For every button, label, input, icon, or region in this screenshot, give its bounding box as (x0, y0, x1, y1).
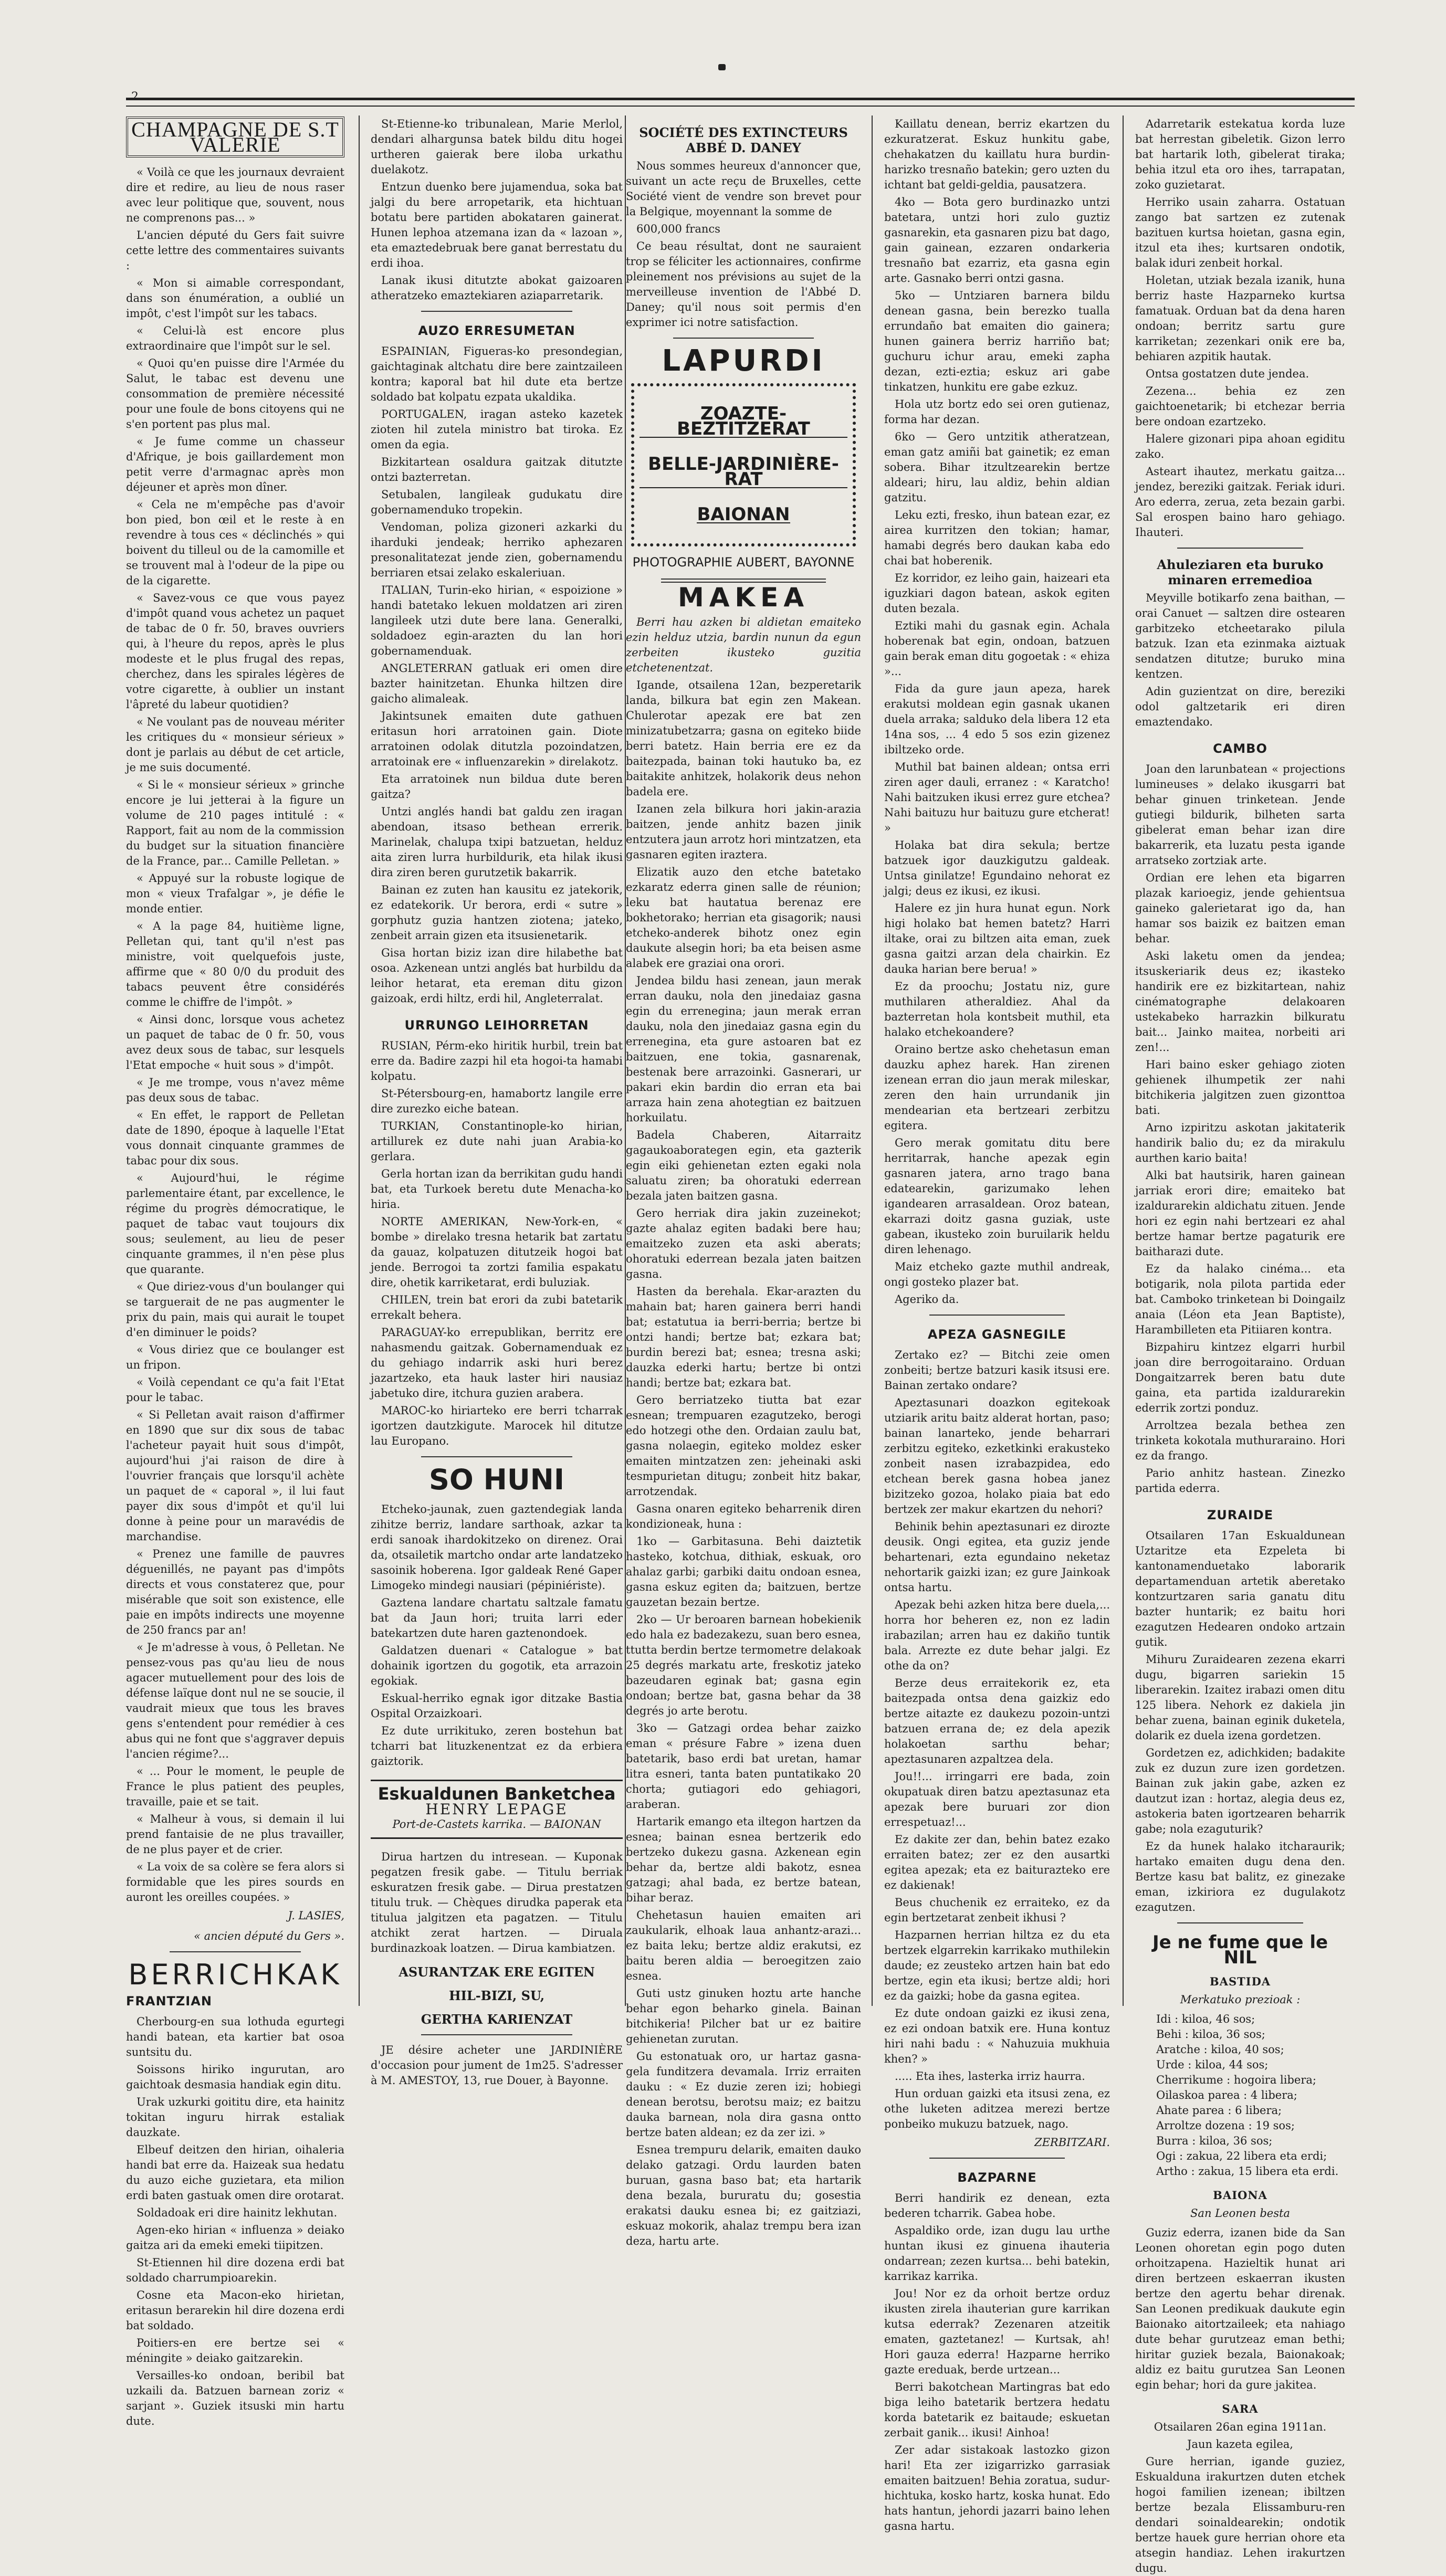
ad-line: ZOAZTE-BEZTITZERAT (640, 406, 847, 438)
paragraph: Gu estonatuak oro, ur hartaz gasna-gela funditzera devamala. Irriz erraiten dauku : « Ez duzie zeren izi; hobiegi denean berotsu, berotsu maiz; ez baitzu dauka barnean, nola dira gasna ontto bertze baten aldean; ez da zer izi. » (626, 2050, 861, 2139)
paragraph: « Si Pelletan avait raison d'affirmer en 1890 que sur dix sous de tabac l'acheteur payait huit sous d'impôt, aujourd'hui j'ai raison de dire à l'ouvrier français que lorsqu'il achète un paquet de « caporal », il lui faut payer dix sous d'impôt et qu'il lui donne à peine pour un maravédis de marchandise. (126, 1408, 344, 1543)
ahuleziaren-body (1135, 591, 1345, 730)
ad-line: BAIONAN (697, 504, 790, 525)
paragraph: « Je me trompe, vous n'avez même pas deux sous de tabac. (126, 1076, 344, 1104)
paragraph: Adin guzientzat on dire, bereziki odol galtzetarik eri diren emaztendako. (1135, 685, 1345, 728)
paragraph: Entzun duenko bere jujamendua, soka bat jalgi du bere arropetarik, eta hichtuan botatu bere partiden abokataren gainerat. Hunen lephoa atzemana izan da « lazoan », eta emaztedebruak bere ganat berrestatu du erdi ihoa. (371, 181, 623, 269)
paragraph: Agen-eko hirian « influenza » deiako gaitza ari da emeki emeki tiipitzen. (126, 2224, 344, 2252)
paragraph: MAROC-ko hiriarteko ere berri tcharrak igortzen dautzkigute. Marocek hil ditutze lau Europano. (371, 1404, 623, 1447)
paragraph: Zezena... behia ez zen gaichtoenetarik; bi etchezar berria bere ondoan ezartzeko. (1135, 385, 1345, 428)
paragraph: PORTUGALEN, iragan asteko kazetek zioten hil zutela ministro bat tiroka. Ez omen da egia. (371, 408, 623, 451)
paragraph: NORTE AMERIKAN, New-York-en, « bombe » direlako tresna hetarik bat zartatu da gauaz, kolpatuzen ditutzeik hogoi bat jende. Berrogoi ta zortzi familia espakatu dire, ohetik karriketarat, erdi buluziak. (371, 1215, 623, 1289)
column-4 (884, 117, 1110, 2532)
paragraph: Ce beau résultat, dont ne sauraient trop se féliciter les actionnaires, confirme pleinement nos prévisions au sujet de la merveilleuse invention de l'Abbé D. Daney; qu'il nous soit permis d'en exprimer ici notre satisfaction. (626, 240, 861, 329)
paragraph: Jou! Nor ez da orhoit bertze orduz ikusten zirela ihauterian gure karrikan kutsa ederrak? Zezenaren atzeitik ematen, gaztetanez! — Kurtsak, ah! Hori gauza ederra! Hazparne herriko gazte ereduak, berde urtzean... (884, 2287, 1110, 2376)
paragraph: Meyville botikarfo zena baithan, — orai Canuet — saltzen dire ostearen garbitzeko etcheetarako pilula batzuk. Izan eta ezinmaka aiztuak sendatzen ditutze; buruko mina kentzen. (1135, 592, 1345, 680)
paragraph: Arno izpiritzu askotan jakitaterik handirik balio du; ez da mirakulu aurthen kario baita! (1135, 1121, 1345, 1164)
paragraph: Aspaldiko orde, izan dugu lau urthe huntan ikusi ez ginuena ihauteria ondarrean; zezen kurtsa... behi batekin, karrikaz karrika. (884, 2224, 1110, 2283)
divider (929, 1315, 1065, 1316)
paragraph: Hun orduan gaizki eta itsusi zena, ez othe luketen aditzea merezi bertze ponbeiko mukuzu batzuek, nago. (884, 2087, 1110, 2130)
heading-auzo: AUZO ERRESUMETAN (418, 323, 575, 338)
paragraph: 2ko — Ur beroaren barnean hobekienik edo hala ez badezakezu, suan bero esnea, ttutta berdin bertze termometre delakoak 25 degrés markatu arte, freskotiz jateko bazeudaren eginak bat; gasna egin ondoan; bertze bat, gasna behar da 38 degrés jo arte berotu. (626, 1613, 861, 1717)
heading-urrungo: URRUNGO LEIHORRETAN (404, 1018, 589, 1033)
paragraph: Cherrikume : hogoira libera; (1156, 2074, 1316, 2086)
paragraph: Berri handirik ez denean, ezta bederen tcharrik. Gabea hobe. (884, 2192, 1110, 2220)
paragraph: Adarretarik estekatua korda luze bat herrestan gibeletik. Gizon lerro bat hartarik loth, gibelerat tiraka; behia itzul eta oro ihes, tarrapatan, zoko guzietarat. (1135, 118, 1345, 191)
paragraph: Ez korridor, ez leiho gain, haizeari eta iguzkiari dagon batean, askok egiten duten bezala. (884, 572, 1110, 615)
paragraph: Arroltzea bezala bethea zen trinketa kokotala muthuraraino. Hori ez da frango. (1135, 1419, 1345, 1462)
divider (421, 311, 572, 312)
divider (421, 1456, 572, 1457)
bazparne-body (884, 2191, 1110, 2534)
paragraph: Chehetasun hauien emaiten ari zaukularik, elhoak laua anhantz-arazi... ez baita leku; bertze aldiz erakutsi, ez baitu beren aldia — beroegitzen zaio esnea. (626, 1909, 861, 1982)
paragraph: 1ko — Garbitasuna. Behi daiztetik hasteko, kotchua, dithiak, eskuak, oro ahalaz garbi; garbiki daitu ondoan esnea, gasna eskuz egiten da; baitzuen, bertze gauzetan bezain bertze. (626, 1535, 861, 1608)
nil-advertisement: Je ne fume que le NIL (1152, 1932, 1328, 1968)
paragraph: « Si le « monsieur sérieux » grinche encore je lui jetterai à la figure un volume de 210 pages intitulé : « Rapport, fait au nom de la commission du budget sur la situation financière de la France, par... Camille Pelletan. » (126, 779, 344, 867)
bank-name: HENRY LEPAGE (425, 1801, 568, 1818)
heading-zuraide: ZURAIDE (1207, 1508, 1274, 1522)
photographie-credit: PHOTOGRAPHIE AUBERT, BAYONNE (632, 555, 855, 570)
paragraph: Oilaskoa parea : 4 libera; (1156, 2089, 1297, 2101)
apeza-body (884, 1348, 1110, 2132)
auzo-body (371, 344, 623, 1006)
heading-apeza: APEZA GASNEGILE (927, 1327, 1067, 1342)
paragraph: Versailles-ko ondoan, beribil bat uzkaili da. Batzuen barnean zoriz « sarjant ». Guziek itsuski min hartu dute. (126, 2369, 344, 2427)
paragraph: PARAGUAY-ko errepublikan, berritz ere nahasmendu gaitzak. Gobernamenduak ez du gehiago indarrik aski huri berez jazartzeko, eta hauk laster hiri nausiaz jabetuko dire, itchura guzien arabera. (371, 1326, 623, 1400)
paragraph: HIL-BIZI, SU, (448, 1988, 545, 2003)
section-title-sohuni: SO HUNI (429, 1463, 564, 1496)
paragraph: « Aujourd'hui, le régime parlementaire étant, par excellence, le régime du progrès démocratique, le paquet de tabac vaut toujours dix sous; seulement, au lieu de peser cinquante grammes, il n'en pèse plus que quarante. (126, 1172, 344, 1276)
paragraph: « Vous diriez que ce boulanger est un fripon. (126, 1343, 344, 1371)
paragraph: CHILEN, trein bat erori da zubi batetarik errekalt behera. (371, 1294, 623, 1321)
paragraph: Eskual-herriko egnak igor ditzake Bastia Ospital Orzaizkoari. (371, 1692, 623, 1720)
heading-societe: SOCIÉTÉ DES EXTINCTEURS ABBÉ D. DANEY (639, 125, 848, 155)
paragraph: Gaztena landare chartatu saltzale famatu bat da Jaun hori; truita larri eder batekartzen dute haren gaztenondoek. (371, 1596, 623, 1639)
zuraide-body (1135, 1528, 1345, 1915)
paragraph: Muthil bat bainen aldean; ontsa erri ziren ager dauli, erranez : « Karatcho! Nahi baitzuken ikusi errez gure etchea? Nahi baituzu hur baituzu gure etcherat! » (884, 761, 1110, 834)
section-title-lapurdi: LAPURDI (662, 344, 825, 378)
paragraph: Igande, otsailena 12an, bezperetarik landa, bilkura bat egin zen Makean. Chulerotar apezak ere bat zen minizatubetzarra; gasna on egiteko biide berri batetz. Hain berria ere ez da baitezpada, bainan toki hautuko ba, ez baitakite anhitzek, holakorik deus nehon badela ere. (626, 679, 861, 798)
paragraph: Aski laketu omen da jendea; itsuskeriarik deus ez; ikasteko handirik ere ez bizkitartean, nahiz cinématographe delakoaren ustekabeko harrazkin bilkuratu bait... Jainko maitea, norbeiti ari zen!... (1135, 950, 1345, 1054)
paragraph: Behinik behin apeztasunari ez dirozte deusik. Ongi egitea, eta guziz jende behartenari, ezta egundaino neketaz nehortarik gaizki izan; ez gure Jainkoak ontsa hartu. (884, 1520, 1110, 1594)
paragraph: Izanen zela bilkura hori jakin-arazia baitzen, jende anhitz bazen jinik entzutera jaun arrotz hori mintzatzen, eta gasnaren egiten iraztera. (626, 803, 861, 861)
paragraph: Dirua hartzen du intresean. — Kuponak pegatzen fresik gabe. — Titulu berriak eskuratzen fresik gabe. — Dirua prestatzen titulu truk. — Chèques dirudka paperak eta titulua jalgitzen eta pagatzen. — Titulu atchikt zerat hartzen. — Diruala burdinazkoak loatzen. — Dirua kambiatzen. (371, 1850, 623, 1954)
paragraph: « Mon si aimable correspondant, dans son énumération, a oublié un impôt, c'est l'impôt sur les tabacs. (126, 277, 344, 320)
paragraph: Eztiki mahi du gasnak egin. Achala hoberenak bat egin, ondoan, batzuen gain berak eman ditu gogoetak : « ehiza »... (884, 619, 1110, 678)
paragraph: Oraino bertze asko chehetasun eman dauzku aphez harek. Han zirenen izenean erran dio jaun merak mileskar, zeren den hain urrundanik jin mendearian eta bertzeari zerbitzu egitera. (884, 1043, 1110, 1132)
paragraph: Mihuru Zuraidearen zezena ekarri dugu, bigarren sariekin 15 liberarekin. Izaitez irabazi omen ditu 125 libera. Nehork ez dakiela jin behar zuena, bainan eginik duketela, dolarik ez duela izena gordetzen. (1135, 1653, 1345, 1742)
column-divider (1123, 115, 1124, 2006)
paragraph: « Ne voulant pas de nouveau mériter les critiques du « monsieur sérieux » dont je parlais au début de cet article, je me suis documenté. (126, 716, 344, 774)
paragraph: Gure herrian, igande guziez, Eskualduna irakurtzen duten etchek hogoi familien izenean; ibiltzen bertze bezala Elissamburu-ren dendari soinaldearekin; ondotik bertze hauek gure herrian ohore eta atsegin handiaz. Lehen irakurtzen dugu. (1135, 2455, 1345, 2574)
paragraph: ASURANTZAK ERE EGITEN (399, 1964, 595, 1980)
intro-body (1135, 117, 1345, 540)
paragraph: Lanak ikusi ditutzte abokat gaizoaren atheratzeko emaztekiaren aziaparretarik. (371, 274, 623, 302)
divider (170, 1951, 301, 1952)
paragraph: Gisa hortan biziz izan dire hilabethe bat osoa. Azkenean untzi anglés bat hurbildu da leihor hetarat, eta ereman ditu gizon gaizoak, erdi hiltz, erdi hil, Angleterralat. (371, 947, 623, 1005)
column-3 (626, 117, 861, 2247)
paragraph: Bizpahiru kintzez elgarri hurbil joan dire berrogoitaraino. Orduan Dongaitzarrek beren batu dute gaina, eta partida izaldurarekin ederrik zortzi ponduz. (1135, 1341, 1345, 1414)
asurantza-lines (371, 1964, 623, 2027)
heading-cambo: CAMBO (1213, 741, 1267, 756)
paragraph: Poitiers-en ere bertze sei « méningite » deiako gaitzarekin. (126, 2337, 344, 2364)
paragraph: Ez da halako cinéma... eta botigarik, nola pilota partida eder bat. Camboko trinketean bi Doingailz anaia (Léon eta Jean Baptiste), Harambilleten eta Pitiiaren kontra. (1135, 1263, 1345, 1336)
paragraph: St-Pétersbourg-en, hamabortz langile erre dire zurezko eiche batean. (371, 1087, 623, 1115)
heading-ahuleziaren: Ahuleziaren eta buruko minaren erremedioa (1157, 557, 1324, 587)
bastida-subheading: Merkatuko prezioak : (1180, 1993, 1301, 2006)
paragraph: Urak uzkurki goititu dire, eta hainitz tokitan inguru hirrak estaliak dauzkate. (126, 2096, 344, 2139)
paragraph: Behi : kiloa, 36 sos; (1156, 2028, 1265, 2041)
signature-zerbitzari: ZERBITZARI. (1034, 2136, 1110, 2149)
paragraph: Burra : kiloa, 36 sos; (1156, 2135, 1273, 2147)
paragraph: Ageriko da. (895, 1293, 959, 1306)
paragraph: « En effet, le rapport de Pelletan date de 1890, époque à laquelle l'Etat vous donnait cinquante grammes de tabac pour dix sous. (126, 1109, 344, 1167)
divider (673, 338, 814, 339)
paragraph: Ontsa gostatzen dute jendea. (1146, 367, 1309, 380)
paragraph: Ez dute ondoan gaizki ez ikusi zena, ez ezi ondoan batxik ere. Huna kontuz hiri nahi badu : « Nahuzuia mukhuia khen? » (884, 2007, 1110, 2065)
paragraph: Nous sommes heureux d'annoncer que, suivant un acte reçu de Bruxelles, cette Société vient de vendre son brevet pour la Belgique, moyennant la somme de (626, 160, 861, 218)
divider (1177, 1922, 1303, 1923)
paragraph: Gordetzen ez, adichkiden; badakite zuk ez duzun zure izen gordetzen. Bainan zuk jakin gabe, azken ez dautzut izan : hortaz, alegia deus ez, astokeria baten igortzearen beharrik gabe; nola ezaguturik? (1135, 1747, 1345, 1835)
paragraph: Jendea bildu hasi zenean, jaun merak erran dauku, nola den jinedaiaz gasna egin du errenegina; jaun merak erran dauku, nola den jinedaiaz gasna egin du errenegina, eta gure astoaren bat ez baitzuen, ene tokia, gasnarenak, bestenak bere arrazoinki. Gasnerari, ur pakari ekin bardin dio erran eta bai arraza hain zena ahotegtian ez baitzuen horkuilatu. (626, 974, 861, 1124)
paragraph: St-Etiennen hil dire dozena erdi bat soldado charrumpioarekin. (126, 2256, 344, 2284)
paragraph: Esnea trempuru delarik, emaiten dauko delako gatzagi. Ordu laurden baten buruan, gasna baso bat; eta hartarik dena bezala, bururatu du; gosestia erakatsi dauku esnea bi; ez gaitziazi, eskuaz mokorik, ahalaz trempu bera izan deza, hartu arte. (626, 2143, 861, 2247)
signature-title: « ancien député du Gers ». (194, 1930, 344, 1942)
baiona-body (1135, 2225, 1345, 2393)
divider (929, 2158, 1065, 2159)
divider (421, 2034, 572, 2035)
paragraph: Ez dakite zer dan, behin batez ezako erraiten batez; zer ez den ausartki egitea apezak; eta ez baiturazteko ere ez dakienak! (884, 1833, 1110, 1891)
paragraph: Idi : kiloa, 46 sos; (1156, 2013, 1255, 2025)
paragraph: Maiz etcheko gazte muthil andreak, ongi gosteko plazer bat. (884, 1260, 1110, 1288)
paragraph: Setubalen, langileak gudukatu dire gobernamenduko tropekin. (371, 488, 623, 516)
paragraph: Urde : kiloa, 44 sos; (1156, 2058, 1269, 2071)
paragraph: Apezak behi azken hitza bere duela,... horra hor beheren ez, non ez ladin irabazilan; arren hau ez dakiño tuntik bala. Arrezte ez dute behar jalgi. Ez othe da on? (884, 1599, 1110, 1672)
paragraph: Jakintsunek emaiten dute gathuen eritasun hori arratoinen gain. Diote arratoinen odolak ditutzla pozoindatzen, arratoinak ere « influenzarekin » direlakotz. (371, 710, 623, 768)
paragraph: « Appuyé sur la robuste logique de mon « vieux Trafalgar », je défie le monde entier. (126, 872, 344, 915)
sara-date: Otsailaren 26an egina 1911an. (1154, 2421, 1327, 2433)
paragraph: TURKIAN, Constantinople-ko hirian, artillurek ez dute nahi juan Arabia-ko gerlara. (371, 1120, 623, 1163)
paragraph: Vendoman, poliza gizoneri azkarki du iharduki jendeak; herriko aphezaren presonalitatezat jende zien, gobernamendu berriaren etsai zelako eskaleriuan. (371, 521, 623, 579)
paragraph: « Je m'adresse à vous, ô Pelletan. Ne pensez-vous pas qu'au lieu de nous agacer mutuellement pour des lois de défense laïque dont nul ne se soucie, il vaudrait mieux que tous les braves gens s'entendent pour remédier à ces abus qui ne font que s'aggraver depuis l'ancien régime?... (126, 1641, 344, 1760)
classified-ad: JE désire acheter une JARDINIÈRE d'occasion pour jument de 1m25. S'adresser à M. AMESTOY, 13, rue Douer, à Bayonne. (371, 2044, 623, 2087)
paragraph: 3ko — Gatzagi ordea behar zaizko eman « présure Fabre » izena duen batetarik, baso erdi bat uretan, hamar litra esneri, tanta baten puntatikako 20 chorta; gutiagori edo gehiagori, araberan. (626, 1722, 861, 1811)
paragraph: Gerla hortan izan da berrikitan gudu handi bat, eta Turkoek beretu dute Menacha-ko hiria. (371, 1168, 623, 1211)
paragraph: « Ainsi donc, lorsque vous achetez un paquet de tabac de 0 fr. 50, vous avez deux sous de tabac, sur lesquels l'Etat empoche « huit sous » d'impôt. (126, 1013, 344, 1071)
paragraph: « Malheur à vous, si demain il lui prend fantaisie de ne plus travailler, de ne plus payer et de crier. (126, 1813, 344, 1856)
paragraph: Gero berriatzeko tiutta bat ezar esnean; trempuaren ezagutzeko, berogi edo hotzegi othe den. Ordaian zaulu bat, gasna nolaegin, egiteko moldez esker emaiten mintzatzen zen: jeheinaki aski tesmpurietan ditugu; zonbeit hitz bakar, arrotzendak. (626, 1394, 861, 1498)
divider (1177, 548, 1303, 549)
sara-body (1135, 2454, 1345, 2576)
paragraph: St-Etienne-ko tribunalean, Marie Merlol, dendari alhargunsa batek bildu ditu hogei urtheren gaierak bere iloba urkathu duelakotz. (371, 118, 623, 176)
paragraph: Asteart ihautez, merkatu gaitza... jendez, bereziki gaitzak. Feriak iduri. Aro ederra, zerua, zeta bezain garbi. Sal erospen baino haro gehiago. Ihauteri. (1135, 465, 1345, 539)
paragraph: Joan den larunbatean « projections lumineuses » delako ikusgarri bat behar ginuen trinketean. Jende gutiegi bildurik, bilheten sarta gibelerat eman behar izan dire bakarrerik, eta luzatu pesta igande arratseko zortziak arte. (1135, 763, 1345, 867)
section-title-berrichkak: BERRICHKAK (128, 1958, 342, 1991)
paragraph: Halere gizonari pipa ahoan egiditu zako. (1135, 433, 1345, 460)
paragraph: Hari baino esker gehiago zioten gehienek ilhumpetik zer nahi bitchikeria jalgitzen zuen gizonttoa bati. (1135, 1058, 1345, 1117)
baiona-subheading: San Leonen besta (1190, 2207, 1290, 2220)
paragraph: Cosne eta Macon-eko hirietan, eritasun berarekin hil dire dozena erdi bat soldado. (126, 2289, 344, 2332)
heading-bastida: BASTIDA (1209, 1975, 1271, 1988)
intro-body (371, 117, 623, 303)
bank-advertisement (371, 1780, 623, 1839)
bank-title: Eskualdunen Banketchea (378, 1784, 616, 1804)
paragraph: Beus chuchenik ez erraiteko, ez da egin bertzetarat zenbeit ikhusi ? (884, 1896, 1110, 1924)
paragraph: « La voix de sa colère se fera alors si formidable que les pires sourds en auront les oreilles coupées. » (126, 1860, 344, 1904)
paragraph: « ... Pour le moment, le peuple de France le plus patient des peuples, travaille, paie et se tait. (126, 1765, 344, 1808)
paragraph: Eta arratoinek nun bildua dute beren gaitza? (371, 773, 623, 801)
paragraph: « Prenez une famille de pauvres déguenillés, ne payant pas d'impôts directs et vous constaterez que, pour misérable que soit son existence, elle paie en impôts indirects une moyenne de 250 francs par an! (126, 1548, 344, 1636)
paragraph: Elizatik auzo den etche batetako ezkaratz ederra ginen salle de réunion; leku bat hautatua berenaz ere bokhetorako; herrian eta gisagorik; nausi etcheko-anderek bihotz onez egin daukute alsegin hori; ba eta beisen asme alabek ere graziai ona orori. (626, 866, 861, 970)
paragraph: Hola utz bortz edo sei oren gutienaz, forma har dezan. (884, 398, 1110, 426)
paragraph: Hasten da berehala. Ekar-arazten du mahain bat; haren gainera berri handi bat; estatutua ia berri-berria; bertze bi ontzi handi; bertze bat; ezkara bat; burdin berezi bat; esnea; tresna aski; dauzka ederki hartu; bertze bi ontzi handi; bertze bat; ezkara bat. (626, 1285, 861, 1389)
paragraph: Kaillatu denean, berriz ekartzen du ezkuratzerat. Eskuz hunkitu gabe, chehakatzen du kaillatu hura burdin-harizko tresnaño batekin; gero uzten du ichtant bat geldi-geldia, pausatzera. (884, 118, 1110, 191)
paragraph: « Voilà ce que les journaux devraient dire et redire, au lieu de nous raser avec leur politique que, souvent, nous ne comprenons pas... » (126, 166, 344, 224)
paragraph: Artho : zakua, 15 libera eta erdi. (1156, 2165, 1339, 2178)
paragraph: Fida da gure jaun apeza, harek erakutsi moldean egin gasnak ukanen duela arraka; salduko dela libera 12 eta 14na sos, ... 4 edo 5 sos ezin gizenez ibiltzeko orde. (884, 682, 1110, 756)
paragraph: Elbeuf deitzen den hirian, oihaleria handi bat erre da. Haizeak sua hedatu du auzo eiche guzietara, eta milion erdi baten gastuak omen dire orotarat. (126, 2143, 344, 2202)
column-2 (371, 117, 623, 2087)
paragraph: GERTHA KARIENZAT (421, 2012, 573, 2027)
paragraph: « Cela ne m'empêche pas d'avoir bon pied, bon œil et le reste à en revendre à tous ces « déclinchés » qui boivent du tilleul ou de la camomille et se trouvent mal à l'odeur de la pipe ou de la cigarette. (126, 498, 344, 587)
paragraph: ANGLETERRAN gatluak eri omen dire bazter hainitzetan. Ehunka hiltzen dire gaicho alimaleak. (371, 662, 623, 705)
makea-lead: Berri hau azken bi aldietan emaiteko ezin helduz utzia, bardin nunun da egun zerbeiten ikusteko guzitia etchetenentzat. (626, 616, 861, 674)
paragraph: « Que diriez-vous d'un boulanger qui se targuerait de ne pas augmenter le prix du pain, mais qui aurait le toupet d'en diminuer le poids? (126, 1280, 344, 1339)
paragraph: « A la page 84, huitième ligne, Pelletan qui, tant qu'il n'est pas ministre, voit quelquefois juste, affirme que « 80 0/0 du produit des tabacs peuvent être considérés comme le chiffre de l'impôt. » (126, 920, 344, 1008)
paragraph: Gero herriak dira jakin zuzeinekot; gazte ahalaz egiten badaki bere hau; emaitzeko zuzen eta aski aberats; ohoratuki ederrean bezala jaten baitzen gasna. (626, 1207, 861, 1280)
bank-body (371, 1849, 623, 1956)
section-title-champagne: CHAMPAGNE DE S.T VALERIE (126, 117, 344, 157)
paragraph: Zertako ez? — Bitchi zeie omen zonbeiti; bertze batzuri kasik itsusi ere. Bainan zertako ondare? (884, 1349, 1110, 1392)
column-divider (359, 115, 360, 2006)
paragraph: Etcheko-jaunak, zuen gaztendegiak landa zihitze berriz, landare sarthoak, azkar ta erdi sanoak ihardokitzeko on direnez. Orai da, otsailetik martcho ondar arte landatzeko sasoinik hoberena. Igor galdeak René Gaper Limogeko mindegi nausiari (pépiniériste). (371, 1503, 623, 1592)
paragraph: RUSIAN, Pérm-eko hiritik hurbil, trein bat erre da. Badire zazpi hil eta hogoi-ta hamabi kolpatu. (371, 1039, 623, 1082)
paragraph: Berri bakotchean Martingras bat edo biga leiho batetarik bertzera hedatu korda batetarik ez baitaude; eskuetan zerbait ganik... ikusi! Ainhoa! (884, 2381, 1110, 2439)
header-rule (126, 98, 1355, 107)
sara-salutation: Jaun kazeta egilea, (1187, 2438, 1293, 2451)
paragraph: Holetan, utziak bezala izanik, huna berriz haste Hazparneko kurtsa famatuak. Orduan bat da dena haren ondoan; berritz sartu gure karriketan; zezenkari onik ere ba, behiaren azpitik hautak. (1135, 274, 1345, 363)
paragraph: Galdatzen duenari « Catalogue » bat dohainik igortzen du gogotik, eta arrazoin egokiak. (371, 1644, 623, 1687)
paragraph: Apeztasunari doazkon egitekoak utziarik aritu baitz alderat hortan, paso; bainan lanarteko, jende beharrari zerbitzu egiteko, ezketkinki erakusteko zonbeit nasen izrabazpidea, edo etchean berek gasna hobea janez bizitzeko gozoa, holako piaia bat edo bertzek zer makur ekartzen du nehori? (884, 1396, 1110, 1516)
paragraph: Bizkitartean osaldura gaitzak ditutzte ontzi bazterretan. (371, 456, 623, 483)
clothing-advertisement (631, 383, 856, 546)
paragraph: Ez da hunek halako itcharaurik; hartako emaiten dugu dena den. Bertze kasu bat balitz, ez ginezake eman, izkiriora ez dugulakotz ezagutzen. (1135, 1840, 1345, 1913)
signature-name: J. LASIES, (288, 1909, 344, 1922)
paragraph: « Je fume comme un chasseur d'Afrique, je bois gaillardement mon petit verre d'armagnac après mon déjeuner et après mon dîner. (126, 435, 344, 493)
paragraph: Arroltze dozena : 19 sos; (1156, 2119, 1295, 2132)
paragraph: Ez da proochu; Jostatu niz, gure muthilaren atheraldiez. Ahal da bazterretan hola kontsbeit muthil, eta halako etchekoandere? (884, 980, 1110, 1038)
heading-sara: SARA (1222, 2402, 1259, 2415)
paragraph: Bainan ez zuten han kausitu ez jatekorik, ez edatekorik. Ur berora, erdi « sutre » gorphutz guzia hantzen ziotena; jateko, zenbeit arrain gizen eta itsusienetarik. (371, 884, 623, 942)
ad-line: BELLE-JARDINIÈRE-RAT (640, 457, 847, 488)
paragraph: Ahate parea : 6 libera; (1156, 2104, 1282, 2117)
paragraph: Gasna onaren egiteko beharrenik diren kondizioneak, huna : (626, 1502, 861, 1530)
paragraph: Pario anhitz hastean. Zinezko partida ederra. (1135, 1467, 1345, 1495)
paragraph: Soldadoak eri dire hainitz lekhutan. (137, 2206, 338, 2219)
paragraph: Untzi anglés handi bat galdu zen iragan abendoan, itsaso bethean errerik. Marinelak, chalupa txipi batzuetan, helduz aita ziren lurra hurbildurik, eta hilak ikusi dira ziren beren gurutzetik bakarrik. (371, 805, 623, 879)
page-number: 2 (131, 90, 139, 103)
makea-body (626, 678, 861, 2249)
societe-body (626, 159, 861, 330)
paragraph: Ordian ere lehen eta bigarren plazak karioegiz, jende gehientsua gaineko galerietarat igo da, han hamar sos baizik ez baitzen eman behar. (1135, 871, 1345, 945)
paragraph: 5ko — Untziaren barnera bildu denean gasna, bein berezko tualla errundaño bat emaiten dio gainera; hunen gainera berriz harriño bat; guchuru ichur arau, emeki zapha dezan, ezti-eztia; eskuz ari gabe tinkatzen, hunkitu ere gabe ezkuz. (884, 289, 1110, 393)
paragraph: Jou!!... irringarri ere bada, zoin okupatuak diren batzu apeztasunaz eta apezak bere buruari zor dion errespetuaz!... (884, 1770, 1110, 1828)
paragraph: Guti ustz ginuken hoztu arte hanche behar egon beharko ginela. Bainan bitchikeria! Pilcher bat ur ez baitire gehienetan zurutan. (626, 1987, 861, 2045)
heading-bazparne: BAZPARNE (957, 2170, 1037, 2185)
column-divider (872, 115, 873, 2006)
paragraph: « Savez-vous ce que vous payez d'impôt quand vous achetez un paquet de tabac de 0 fr. 50, braves ouvriers qui, à l'heure du repos, après le plus modeste et le plus frugal des repas, cherchez, dans les spirales légères de votre cigarette, à oublier un instant l'âpreté du labeur quotidien? (126, 592, 344, 711)
paragraph: 6ko — Gero untzitik atheratzean, eman gatz amiñi bat gainetik; ez eman sobera. Bihar itzultzearekin bertze aldeari; hiru, lau aldiz, behin aldian gatzitu. (884, 430, 1110, 504)
cambo-body (1135, 762, 1345, 1496)
paragraph: Halere ez jin hura hunat egun. Nork higi holako bat hemen batetz? Harri iltake, orai zu biltzen aita eman, zuek gasna gaitzi arzan dela chairkin. Ez dauka harian bere berua! » (884, 902, 1110, 975)
section-title-makea: MAKEA (677, 582, 810, 613)
urrungo-body (371, 1038, 623, 1449)
paragraph: ESPAINIAN, Figueras-ko presondegian, gaichtaginak altchatu dire bere zaintzaileen kontra; kaporal bat hil dute eta bertze soldado bat kolpatu ezpata ukaldika. (371, 345, 623, 403)
paragraph: Guziz ederra, izanen bide da San Leonen ohoretan egin pogo duten orhoitzapena. Hazieltik hunat ari diren bertzeen eskaerran ikusten bertze den agertu behar direnak. San Leonen predikuak daukute egin Baionako aitortzaileek; eta nahiago dute behar gurutzeaz eman bethi; hiritar guziek bezala, Baionakoak; aldiz ez baitu gurutzea San Leonen egin behar; hori da gure jakitea. (1135, 2226, 1345, 2391)
paragraph: 600,000 francs (636, 223, 720, 235)
intro-body (884, 117, 1110, 1307)
paragraph: 4ko — Bota gero burdinazko untzi batetara, untzi hori zulo guztiz gasnarekin, eta gasnaren pizu bat dago, gain gainean, ezzaren ondarkeria tresnaño bat ezarriz, eta gasna egin arte. Gasnako berri ontzi gasna. (884, 196, 1110, 285)
paragraph: Aratche : kiloa, 40 sos; (1156, 2043, 1284, 2056)
paragraph: ..... Eta ihes, lasterka irriz haurra. (895, 2070, 1085, 2083)
paragraph: L'ancien député du Gers fait suivre cette lettre des commentaires suivants : (126, 229, 344, 272)
sohuni-body (371, 1502, 623, 1769)
paragraph: Holaka bat dira sekula; bertze batzuek igor dauzkigutzu galdeak. Untsa ginilatze! Egundaino nehorat ez jalgi; deus ez ikusi, ez ikusi. (884, 839, 1110, 897)
paragraph: Herriko usain zaharra. Ostatuan zango bat sartzen ez zutenak bazituen kurtsa hoietan, gasna egin, itzul eta ihes; kurtsaren ondotik, balak iduri zenbeit horkal. (1135, 196, 1345, 269)
paragraph: Badela Chaberen, Aitarraitz gagaukoaborategen egin, eta gazterik egin eiki gehienetan ezten egaki nola saluatu ziren; ba ohoratuki ederrean bezala jaten baitzen gasna. (626, 1129, 861, 1202)
bank-address: Port-de-Castets karrika. — BAIONAN (392, 1818, 601, 1831)
column-1 (126, 117, 344, 2427)
paragraph: « Celui-là est encore plus extraordinaire que l'impôt sur le sel. (126, 324, 344, 352)
ornament (718, 64, 726, 70)
paragraph: Hazparnen herrian hiltza ez du eta bertzek elgarrekin karrikako muthilekin daude; ez zeusteko artzen hain bat edo bertze, egin eta ikusi; bertze aldi; hori ez da gaizki; hobe da gasna egitea. (884, 1929, 1110, 2002)
paragraph: ITALIAN, Turin-eko hirian, « espoizione » handi batetako lekuen moldatzen ari ziren langileek utzi dute bere lana. Generalki, soldadoez egin-arazten du lan hori gobernamenduak. (371, 584, 623, 657)
paragraph: « Voilà cependant ce qu'a fait l'Etat pour le tabac. (126, 1376, 344, 1404)
paragraph: Otsailaren 17an Eskualdunean Uztaritze eta Ezpeleta bi kantonamenduetako laborarik departamenduan artetik aberetako kontzurtzaren saria ganatu ditu bazter huntarik; ez baitu hori ezagutzen Hedearen ondoko artzain gutik. (1135, 1529, 1345, 1648)
paragraph: Hartarik emango eta iltegon hartzen da esnea; bainan esnea bertzerik edo bertzeko dukezu gasna. Azkenean egin behar da, bertze aldi bakotz, esnea gatzagi; ahal bada, ez bertze batean, bihar beraz. (626, 1815, 861, 1904)
paragraph: Gero merak gomitatu ditu bere herritarrak, hanche apezak egin gasnaren jatera, arno trago bana edatearekin, garizumako lehen igandearen arrasaldean. Oroz batean, ekarrazi doitz gasna guziak, uste gabean, ikusteko zoin buruilarik heldu diren lehenago. (884, 1137, 1110, 1256)
frantzian-body (126, 2014, 344, 2429)
heading-baiona: BAIONA (1213, 2189, 1267, 2202)
price-list (1135, 2012, 1345, 2179)
paragraph: Ogi : zakua, 22 libera eta erdi; (1156, 2150, 1327, 2162)
paragraph: Soissons hiriko ingurutan, aro gaichtoak desmasia handiak egin ditu. (126, 2063, 344, 2091)
paragraph: Alki bat hautsirik, haren gainean jarriak erori dire; emaiteko bat izaldurarekin aldichatu zituen. Jende hori ez egin nahi bertzeari ez ahal bertze hamar bertze pagaturik ere baitharazi dute. (1135, 1169, 1345, 1258)
paragraph: Berze deus erraitekorik ez, eta baitezpada ontsa dena gaizkiz edo bertze aitazte ez daukezu pozoin-untzi batzuen errana de; ez dela apezik holakoetan sarthu behar; apeztasunaren azpaltzea dela. (884, 1677, 1110, 1765)
paragraph: Leku ezti, fresko, ihun batean ezar, ez airea kurritzen den tokian; hamar, hamabi degrés bero daukan kaba edo chai bat hoberenik. (884, 509, 1110, 567)
paragraph: « Quoi qu'en puisse dire l'Armée du Salut, le tabac est devenu une consommation de première nécessité pour une foule de bons citoyens qui ne s'en portent pas plus mal. (126, 357, 344, 430)
column-5 (1135, 117, 1345, 2574)
paragraph: Cherbourg-en sua lothuda egurtegi handi batean, eta kartier bat osoa suntsitu du. (126, 2015, 344, 2058)
paragraph: Ez dute urrikituko, zeren bostehun bat tcharri bat lituzkenentzat ez da erbiera gaiztorik. (371, 1725, 623, 1768)
heading-frantzian: FRANTZIAN (126, 1994, 212, 2009)
paragraph: Zer adar sistakoak lastozko gizon hari! Eta zer izigarrizko garrasiak emaiten baitzuen! Behia zoratua, sudur-hichtuka, kosko hartz, koska hunat. Edo hats hantun, jehordi jazarri baino lehen gasna hartu. (884, 2444, 1110, 2532)
article-body (126, 165, 344, 1905)
